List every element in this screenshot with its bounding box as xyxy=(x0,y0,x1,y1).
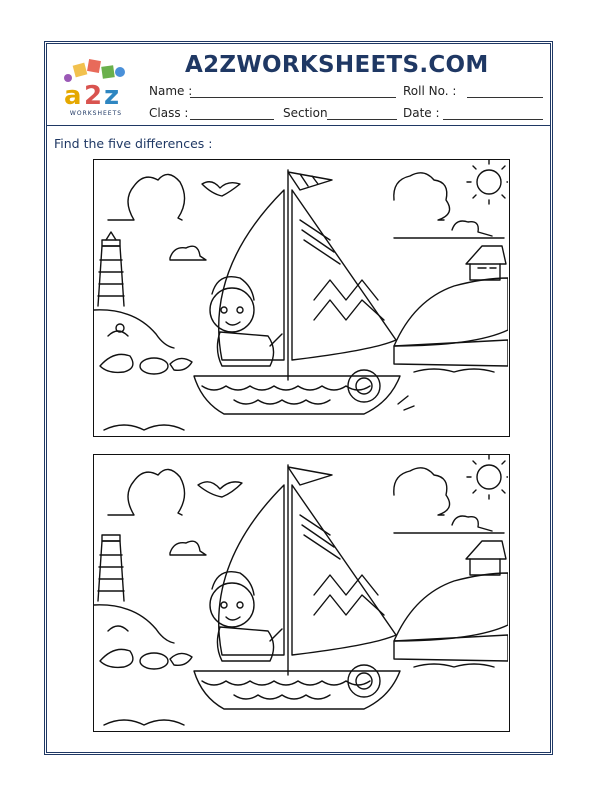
island-right xyxy=(394,278,508,346)
house-right xyxy=(466,246,506,280)
duck-left xyxy=(170,358,192,370)
flag xyxy=(288,467,332,485)
water-lines-bottom xyxy=(104,369,494,430)
class-line[interactable] xyxy=(190,119,274,120)
logo-letter-z: z xyxy=(104,81,120,111)
water-splash xyxy=(398,396,414,410)
mailbox-bird xyxy=(100,324,133,372)
section-line[interactable] xyxy=(327,119,397,120)
logo-letter-a: a xyxy=(64,81,82,111)
date-line[interactable] xyxy=(443,119,543,120)
roll-line[interactable] xyxy=(467,97,543,98)
sun-rays xyxy=(467,160,508,204)
duck-left xyxy=(170,653,192,665)
name-label: Name : xyxy=(149,84,193,98)
sail-right xyxy=(292,485,396,655)
sail-right xyxy=(292,190,396,360)
picture-original xyxy=(93,159,510,437)
lighthouse xyxy=(98,232,124,306)
name-line[interactable] xyxy=(190,97,396,98)
cloud-left xyxy=(108,174,185,220)
rock-left xyxy=(140,358,168,374)
date-label: Date : xyxy=(403,106,440,120)
house-right xyxy=(466,541,506,575)
cloud-small-left xyxy=(170,246,206,260)
picture-modified xyxy=(93,454,510,732)
class-label: Class : xyxy=(149,106,189,120)
logo-subtext: WORKSHEETS xyxy=(69,110,123,117)
cloud-small-right xyxy=(452,221,492,236)
a2z-logo xyxy=(58,58,134,118)
cloud-left xyxy=(108,469,185,515)
bird-top xyxy=(202,182,240,196)
island-left xyxy=(94,310,174,348)
flag xyxy=(288,172,332,190)
cloud-small-right xyxy=(452,516,492,531)
rock-left xyxy=(140,653,168,669)
header-divider xyxy=(46,125,551,126)
sun xyxy=(477,465,501,489)
cloud-right xyxy=(394,468,450,515)
sun xyxy=(477,170,501,194)
life-ring xyxy=(348,665,380,697)
bird-top xyxy=(198,482,242,497)
section-label: Section xyxy=(283,106,328,120)
site-title: A2ZWORKSHEETS.COM xyxy=(185,52,489,78)
mailbox-bird xyxy=(100,626,133,667)
boat-hull xyxy=(194,671,400,709)
water-lines-bottom xyxy=(104,664,494,725)
roll-label: Roll No. : xyxy=(403,84,457,98)
cloud-right xyxy=(394,173,450,220)
life-ring xyxy=(348,370,380,402)
island-left xyxy=(94,605,174,643)
logo-letter-2: 2 xyxy=(84,81,103,111)
cloud-small-left xyxy=(170,541,206,555)
boat-hull xyxy=(194,376,400,414)
instruction-text: Find the five differences : xyxy=(54,136,213,151)
lighthouse xyxy=(98,535,124,601)
sun-rays xyxy=(467,455,508,499)
island-right xyxy=(394,573,508,641)
